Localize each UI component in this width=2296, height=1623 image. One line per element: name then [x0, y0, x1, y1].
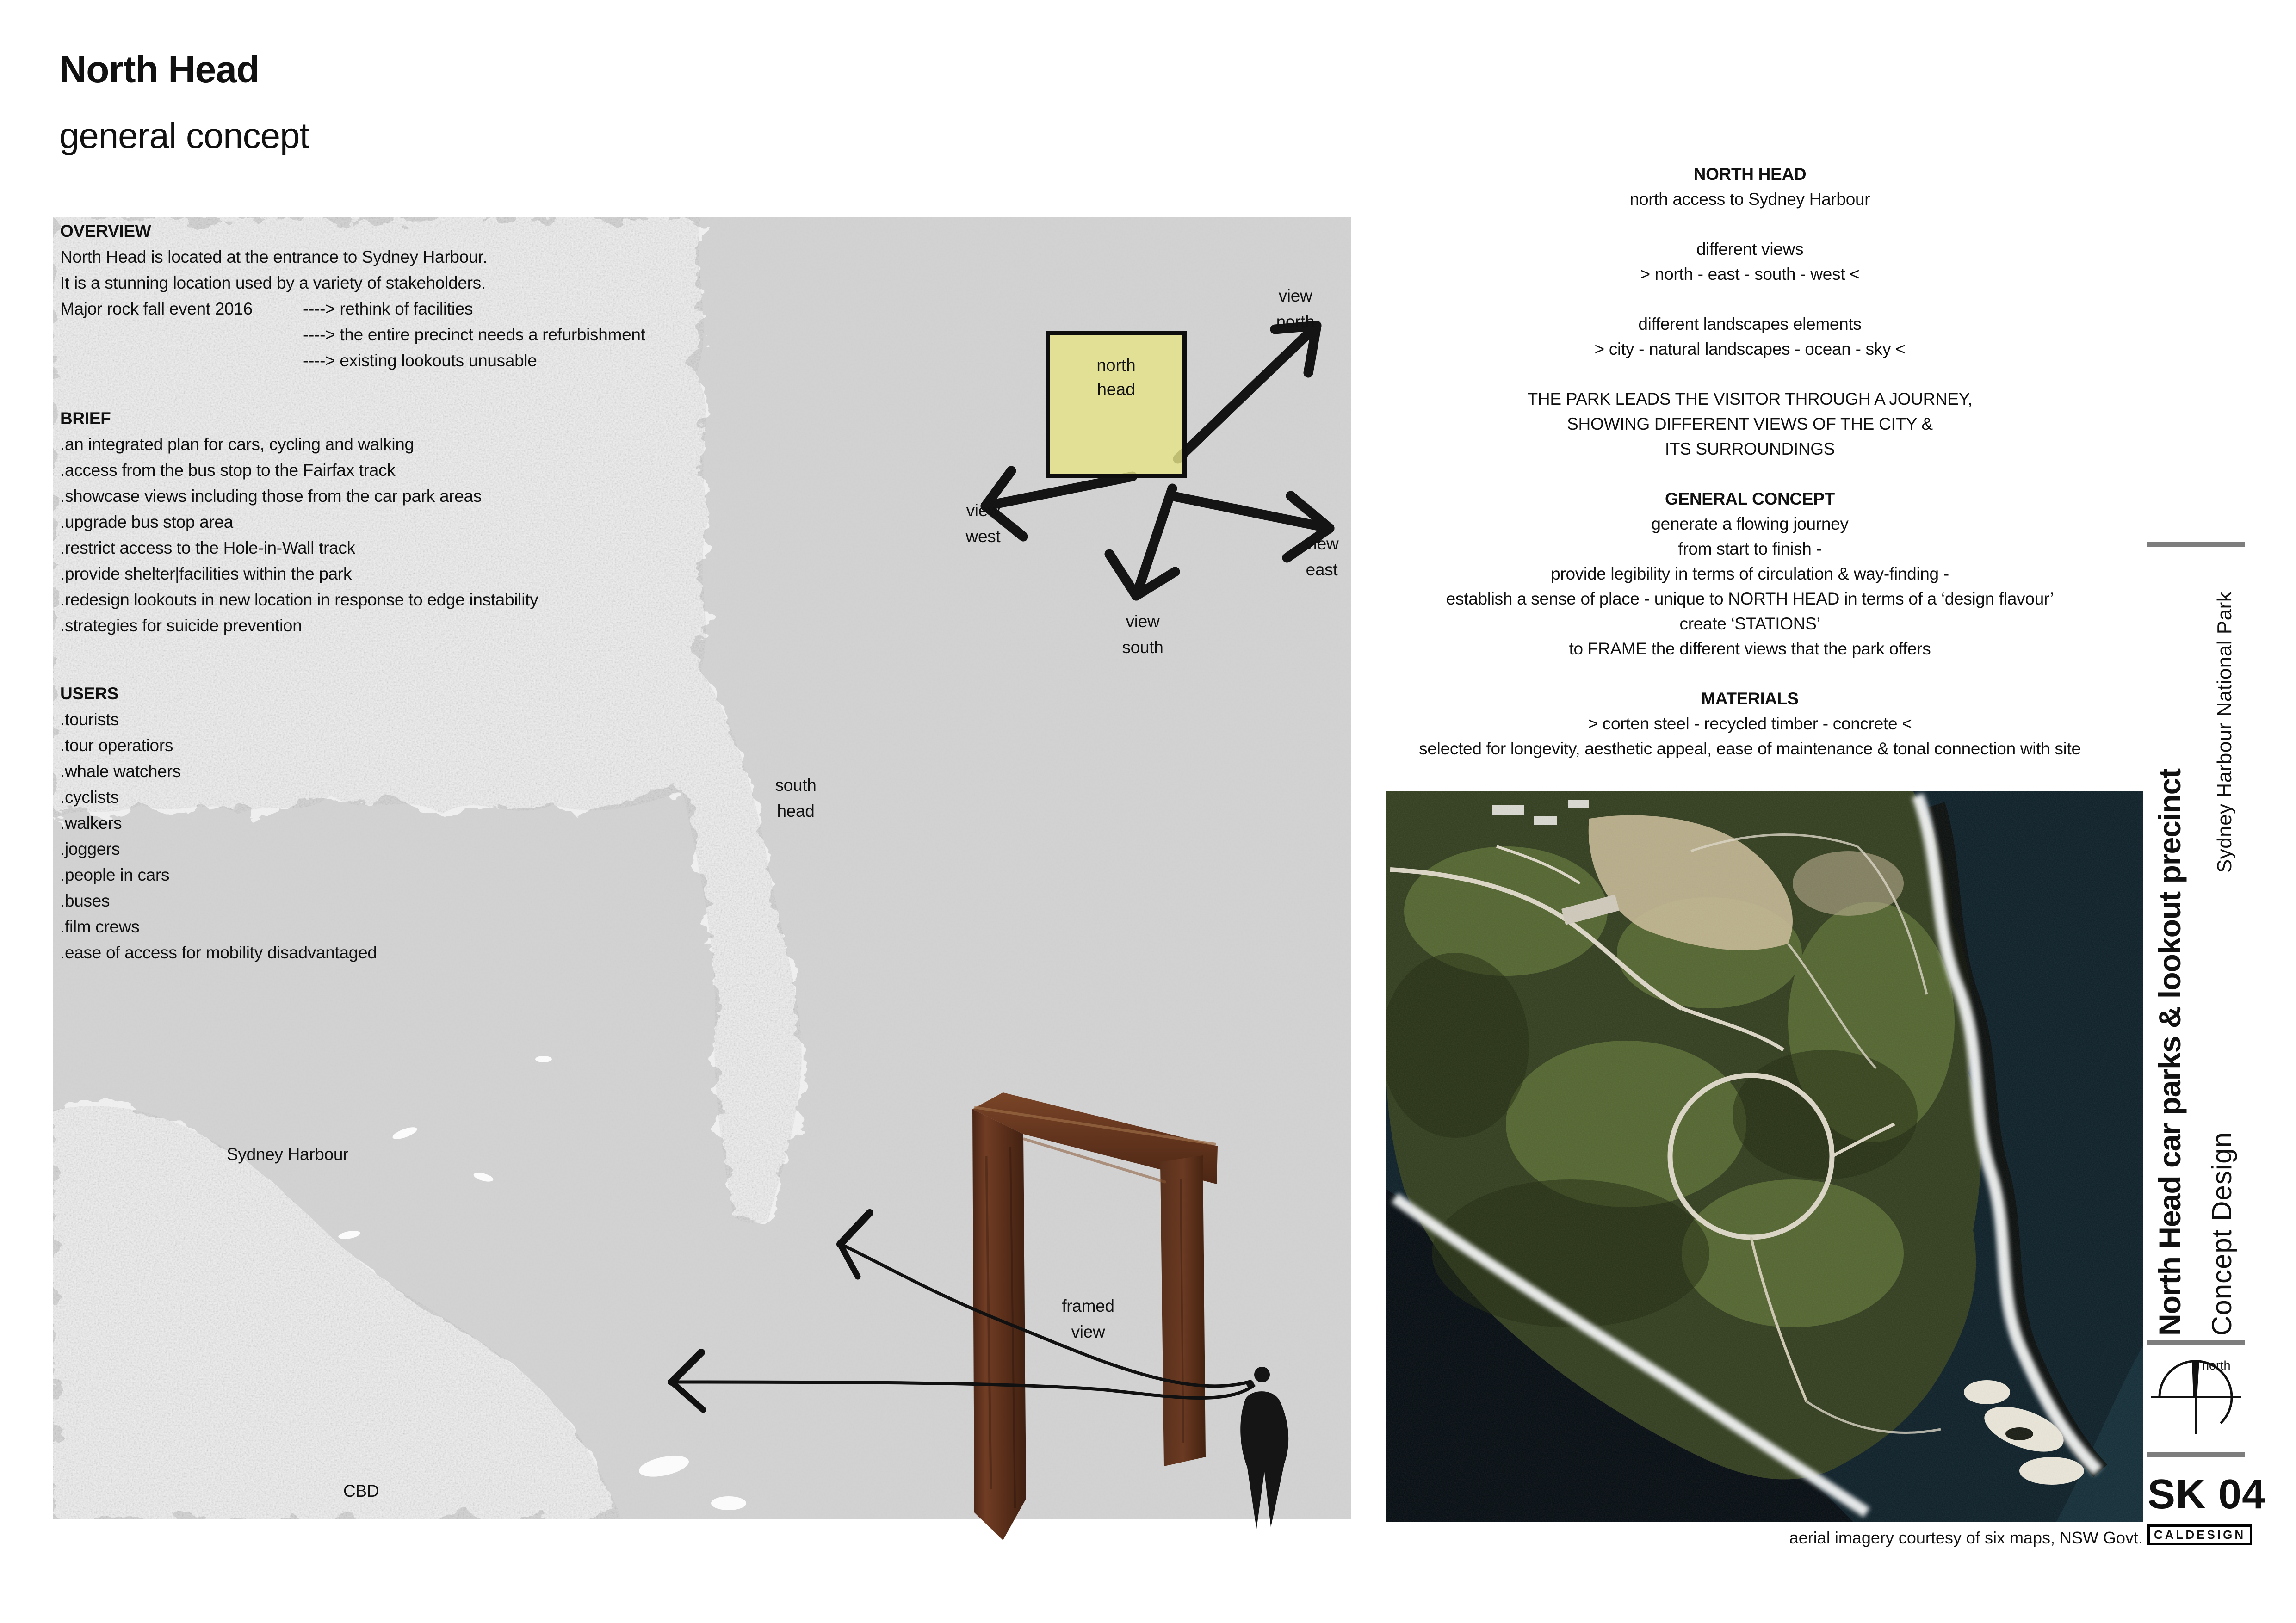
overview-line: ----> existing lookouts unusable [303, 351, 537, 370]
concept-row: THE PARK LEADS THE VISITOR THROUGH A JOURNEY, [1527, 389, 1973, 408]
concept-design-label: Concept Design [2206, 1132, 2237, 1336]
concept-row: establish a sense of place - unique to NORTH HEAD in terms of a ‘design flavour’ [1446, 589, 2054, 608]
concept-row: NORTH HEAD [1693, 165, 1807, 184]
north-head-site-box [1046, 331, 1187, 478]
users-item: .people in cars [60, 865, 170, 884]
concept-row: different views [1696, 240, 1804, 259]
view-south-label: view south [1122, 612, 1163, 657]
concept-row: different landscapes elements [1638, 315, 1862, 333]
concept-row: generate a flowing journey [1651, 514, 1849, 533]
brief-item: .upgrade bus stop area [60, 512, 233, 531]
framed-view-label: framed view [1062, 1296, 1114, 1341]
aerial-photo-north-head [1386, 791, 2143, 1522]
north-head-label: north head [1096, 356, 1136, 399]
brief-item: .provide shelter|facilities within the park [60, 564, 352, 583]
concept-row: > city - natural landscapes - ocean - sky < [1594, 339, 1906, 358]
concept-row [1353, 287, 2147, 312]
concept-row [1353, 462, 2147, 487]
park-name-label: Sydney Harbour National Park [2213, 591, 2236, 873]
view-east-label: view east [1305, 534, 1339, 579]
users-item: .cyclists [60, 788, 119, 807]
users-item: .walkers [60, 814, 122, 833]
users-section [60, 681, 377, 966]
view-north-label: view north [1276, 286, 1315, 331]
brief-item: .restrict access to the Hole-in-Wall track [60, 538, 355, 557]
concept-row: from start to finish - [1678, 539, 1822, 558]
overview-line: ----> the entire precinct needs a refurbishment [303, 325, 645, 344]
concept-row: MATERIALS [1701, 689, 1799, 708]
caldesign-logo: CALDESIGN [2147, 1524, 2252, 1545]
sheet-title-vertical: North Head car parks & lookout precinct [2153, 768, 2187, 1336]
brief-item: .access from the bus stop to the Fairfax track [60, 461, 396, 480]
cbd-label: CBD [343, 1481, 379, 1500]
brief-section [60, 406, 538, 639]
sydney-harbour-label: Sydney Harbour [227, 1145, 349, 1164]
brief-item: .an integrated plan for cars, cycling and walking [60, 435, 414, 454]
concept-row: GENERAL CONCEPT [1665, 489, 1835, 508]
concept-row: to FRAME the different views that the park offers [1569, 639, 1931, 658]
south-head-label: south head [775, 776, 817, 821]
overview-line: Major rock fall event 2016 ----> rethink of facilities [60, 299, 473, 318]
concept-row: ITS SURROUNDINGS [1665, 439, 1835, 458]
concept-notes [1353, 162, 2147, 761]
sidebar-rule-top [2147, 542, 2245, 547]
svg-text:north: north [2202, 1358, 2231, 1372]
users-item: .film crews [60, 917, 140, 936]
concept-row: SHOWING DIFFERENT VIEWS OF THE CITY & [1567, 414, 1933, 433]
concept-row [1353, 212, 2147, 237]
users-item: .tour operatiors [60, 736, 173, 755]
brief-heading: BRIEF [60, 409, 111, 428]
page-subtitle: general concept [59, 115, 309, 156]
page-title: North Head [59, 49, 259, 91]
sheet-number: SK 04 [2147, 1471, 2266, 1518]
overview-section [60, 218, 645, 374]
brief-item: .showcase views including those from the car park areas [60, 487, 482, 506]
concept-row [1353, 362, 2147, 387]
overview-heading: OVERVIEW [60, 222, 151, 241]
brief-item: .redesign lookouts in new location in response to edge instability [60, 590, 538, 609]
concept-row [1353, 661, 2147, 686]
concept-row: create ‘STATIONS’ [1679, 614, 1820, 633]
sidebar-rule-middle [2147, 1340, 2245, 1345]
brief-item: .strategies for suicide prevention [60, 616, 302, 635]
sidebar-rule-bottom [2147, 1452, 2245, 1457]
view-west-label: view west [965, 501, 1001, 546]
concept-row: provide legibility in terms of circulation & way-finding - [1551, 564, 1949, 583]
users-item: .buses [60, 891, 110, 910]
overview-line: North Head is located at the entrance to Sydney Harbour. [60, 247, 488, 266]
concept-row: north access to Sydney Harbour [1629, 190, 1870, 209]
users-item: .tourists [60, 710, 119, 729]
concept-row: > north - east - south - west < [1640, 265, 1860, 284]
users-item: .ease of access for mobility disadvantaged [60, 943, 377, 962]
users-item: .joggers [60, 839, 120, 858]
overview-line: It is a stunning location used by a variety of stakeholders. [60, 273, 486, 292]
aerial-caption: aerial imagery courtesy of six maps, NSW Govt. [1789, 1528, 2143, 1547]
users-heading: USERS [60, 684, 118, 703]
concept-row: > corten steel - recycled timber - concrete < [1588, 714, 1912, 733]
sheet-subtitle-vertical [2206, 554, 2238, 1336]
users-item: .whale watchers [60, 762, 181, 781]
concept-row: selected for longevity, aesthetic appeal, ease of maintenance & tonal connection with site [1419, 739, 2081, 758]
north-compass-icon [2150, 1353, 2243, 1448]
